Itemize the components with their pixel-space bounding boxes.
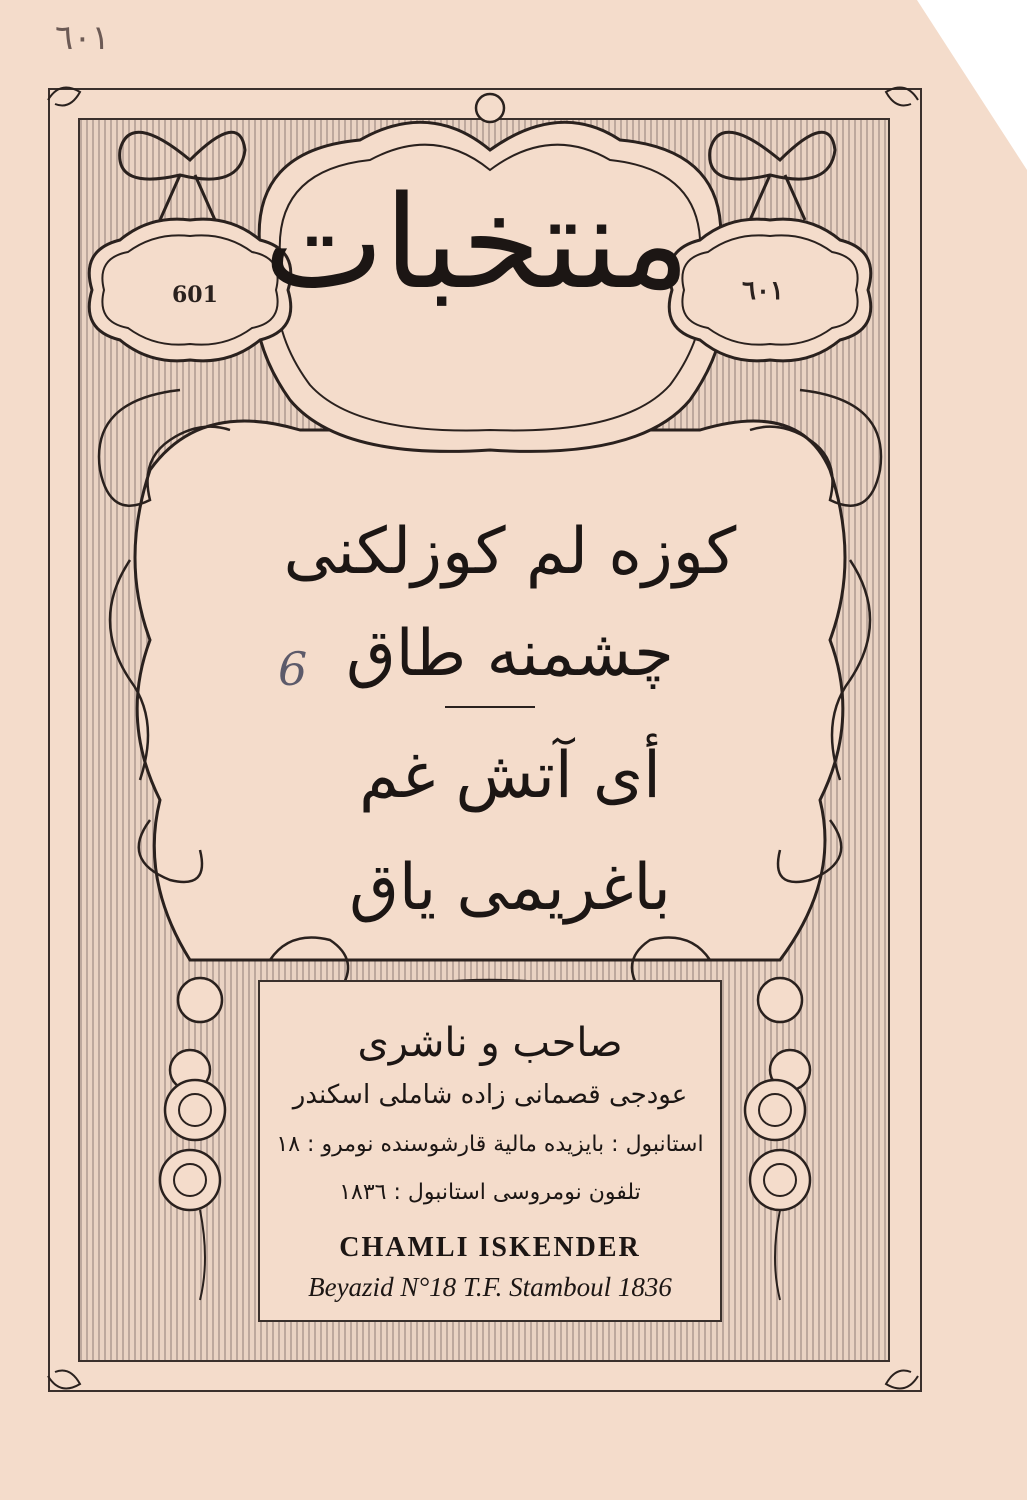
catalog-number-latin: 601 <box>172 282 218 308</box>
verse-divider <box>445 706 535 708</box>
verse-line-4: باغريمى ياق <box>349 851 671 925</box>
publisher-phone: تلفون نومروسى استانبول : ١٨٣٦ <box>339 1180 641 1205</box>
verse-line-3: أى آتش غم <box>359 739 661 813</box>
handwritten-mark: 6 <box>278 642 308 696</box>
publisher-name: عودجى قصمانى زاده شاملى اسكندر <box>292 1080 688 1110</box>
publisher-latin-name: CHAMLI ISKENDER <box>339 1232 641 1263</box>
pencil-inventory-number: ٦٠١ <box>55 18 110 58</box>
verse-line-1: كوزه لم كوزلكنى <box>283 515 737 589</box>
catalog-number-arabic: ٦٠١ <box>742 276 784 306</box>
publisher-address: استانبول : بايزيده مالية قارشوسنده نومرو : ١٨ <box>276 1132 704 1157</box>
publisher-label: صاحب و ناشرى <box>357 1020 623 1066</box>
publisher-box <box>258 980 722 1322</box>
verse-line-2: چشمنه طاق <box>346 617 674 691</box>
collection-title: منتخبات <box>263 169 690 318</box>
publisher-latin-address: Beyazid N°18 T.F. Stamboul 1836 <box>308 1272 672 1302</box>
